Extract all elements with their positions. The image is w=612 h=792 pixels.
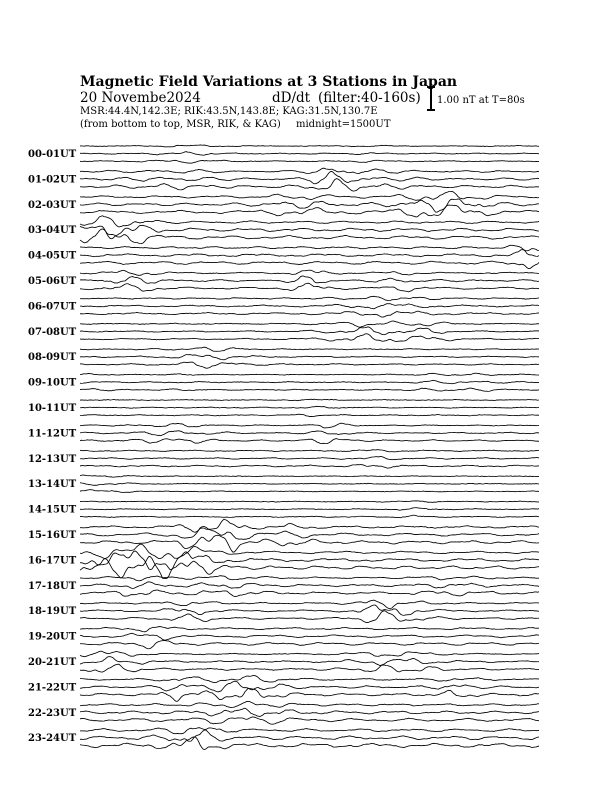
trace-17-18UT-MSR — [80, 590, 539, 596]
trace-12-13UT-KAG — [80, 450, 539, 452]
trace-07-08UT-MSR — [80, 334, 539, 342]
chart-title: Magnetic Field Variations at 3 Stations in Japan — [80, 74, 458, 90]
trace-19-20UT-KAG — [80, 627, 539, 632]
trace-10-11UT-RIK — [80, 406, 539, 408]
quantity-label: dD/dt — [272, 90, 311, 106]
hour-label: 16-17UT — [28, 555, 77, 567]
trace-11-12UT-MSR — [80, 439, 539, 444]
hour-label: 00-01UT — [28, 149, 77, 160]
trace-10-11UT-MSR — [80, 414, 539, 416]
hour-label: 15-16UT — [28, 530, 77, 541]
trace-22-23UT-RIK — [80, 708, 539, 716]
trace-06-07UT-RIK — [80, 304, 539, 309]
trace-22-23UT-KAG — [80, 701, 539, 707]
trace-21-22UT-MSR — [80, 688, 539, 701]
trace-15-16UT-MSR — [80, 535, 539, 552]
trace-17-18UT-RIK — [80, 582, 539, 589]
trace-08-09UT-MSR — [80, 362, 539, 368]
hour-label: 02-03UT — [28, 199, 77, 211]
hour-label: 10-11UT — [28, 403, 77, 414]
hour-label: 22-23UT — [28, 707, 77, 719]
trace-07-08UT-KAG — [80, 321, 539, 327]
hour-label: 11-12UT — [28, 428, 77, 440]
trace-12-13UT-RIK — [80, 457, 539, 460]
trace-21-22UT-RIK — [80, 681, 539, 692]
trace-22-23UT-MSR — [80, 717, 539, 724]
hour-label: 09-10UT — [28, 377, 77, 389]
trace-05-06UT-KAG — [80, 270, 539, 275]
trace-00-01UT-MSR — [80, 160, 539, 163]
trace-14-15UT-RIK — [80, 508, 539, 511]
hour-label: 20-21UT — [28, 657, 77, 668]
trace-20-21UT-KAG — [80, 651, 539, 657]
trace-18-19UT-RIK — [80, 605, 539, 615]
traces — [80, 145, 539, 750]
trace-13-14UT-KAG — [80, 475, 539, 477]
trace-15-16UT-KAG — [80, 519, 539, 532]
midnight-label: midnight=1500UT — [296, 119, 391, 130]
trace-12-13UT-MSR — [80, 465, 539, 469]
hour-label: 08-09UT — [28, 352, 77, 364]
hour-label: 13-14UT — [28, 479, 77, 491]
trace-18-19UT-KAG — [80, 600, 539, 608]
hour-label: 01-02UT — [28, 174, 77, 186]
trace-04-05UT-KAG — [80, 245, 539, 250]
trace-14-15UT-KAG — [80, 501, 539, 503]
trace-08-09UT-RIK — [80, 354, 539, 359]
hour-label: 05-06UT — [28, 276, 77, 287]
trace-09-10UT-MSR — [80, 388, 539, 391]
trace-17-18UT-KAG — [80, 576, 539, 581]
trace-00-01UT-RIK — [80, 152, 539, 156]
stations-label: MSR:44.4N,142.3E; RIK:43.5N,143.8E; KAG:31.5N,130.7E — [80, 106, 378, 117]
hour-label: 12-13UT — [28, 453, 77, 465]
trace-10-11UT-KAG — [80, 399, 539, 401]
trace-07-08UT-RIK — [80, 327, 539, 335]
trace-20-21UT-RIK — [80, 657, 539, 666]
hour-label: 14-15UT — [28, 504, 77, 516]
order-label: (from bottom to top, MSR, RIK, & KAG) — [80, 119, 281, 130]
hour-label: 21-22UT — [28, 682, 77, 694]
hour-label: 18-19UT — [28, 606, 77, 618]
trace-02-03UT-MSR — [80, 205, 539, 217]
trace-04-05UT-MSR — [80, 261, 539, 268]
trace-00-01UT-KAG — [80, 145, 539, 147]
trace-04-05UT-RIK — [80, 250, 539, 257]
hour-labels — [28, 149, 77, 744]
trace-23-24UT-KAG — [80, 728, 539, 734]
hour-label: 23-24UT — [28, 733, 77, 745]
trace-16-17UT-RIK — [80, 551, 539, 570]
trace-06-07UT-KAG — [80, 296, 539, 300]
trace-05-06UT-MSR — [80, 283, 539, 292]
trace-19-20UT-MSR — [80, 640, 539, 648]
trace-03-04UT-KAG — [80, 216, 539, 227]
hour-label: 03-04UT — [28, 225, 77, 237]
trace-14-15UT-MSR — [80, 515, 539, 517]
trace-20-21UT-MSR — [80, 664, 539, 672]
trace-09-10UT-RIK — [80, 380, 539, 383]
trace-13-14UT-MSR — [80, 490, 539, 493]
trace-08-09UT-KAG — [80, 347, 539, 351]
trace-18-19UT-MSR — [80, 611, 539, 623]
filter-label: (filter:40-160s) — [318, 90, 421, 106]
trace-01-02UT-KAG — [80, 168, 539, 173]
hour-label: 06-07UT — [28, 301, 77, 313]
trace-09-10UT-KAG — [80, 373, 539, 375]
trace-15-16UT-RIK — [80, 527, 539, 540]
trace-11-12UT-RIK — [80, 431, 539, 436]
scale-label: 1.00 nT at T=80s — [437, 95, 525, 106]
trace-11-12UT-KAG — [80, 423, 539, 428]
trace-02-03UT-RIK — [80, 199, 539, 212]
trace-02-03UT-KAG — [80, 191, 539, 200]
trace-19-20UT-RIK — [80, 633, 539, 640]
trace-03-04UT-MSR — [80, 229, 539, 244]
hour-label: 19-20UT — [28, 631, 77, 643]
hour-label: 04-05UT — [28, 250, 77, 262]
trace-13-14UT-RIK — [80, 483, 539, 486]
trace-23-24UT-RIK — [80, 730, 539, 741]
trace-21-22UT-KAG — [80, 675, 539, 682]
trace-05-06UT-RIK — [80, 276, 539, 283]
hour-label: 17-18UT — [28, 580, 77, 592]
date-label: 20 Novembe2024 — [80, 90, 201, 106]
trace-23-24UT-MSR — [80, 737, 539, 750]
hour-label: 07-08UT — [28, 326, 77, 338]
trace-06-07UT-MSR — [80, 311, 539, 317]
